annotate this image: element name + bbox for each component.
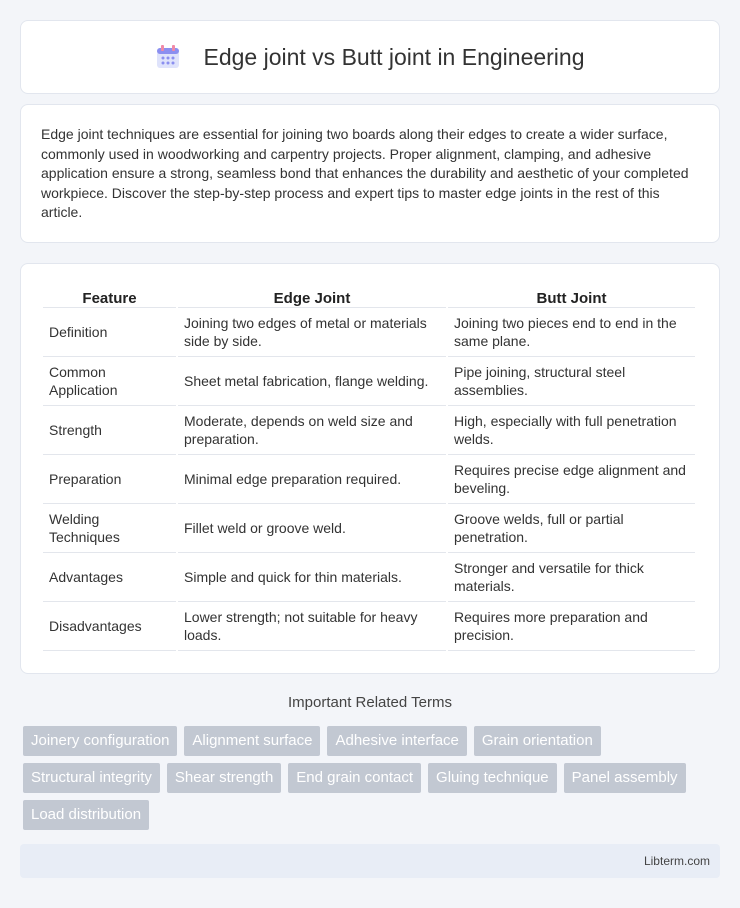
butt-joint-cell: Groove welds, full or partial penetration. — [448, 504, 695, 553]
butt-joint-cell: Stronger and versatile for thick materials. — [448, 553, 695, 602]
related-terms-heading: Important Related Terms — [288, 694, 452, 711]
related-term-tag[interactable]: Joinery configuration — [23, 726, 177, 756]
feature-cell: Welding Techniques — [43, 504, 176, 553]
column-header-feature: Feature — [43, 283, 176, 308]
related-terms-list — [23, 726, 723, 837]
butt-joint-cell: High, especially with full penetration welds. — [448, 406, 695, 455]
related-term-tag[interactable]: End grain contact — [288, 763, 421, 793]
edge-joint-cell: Moderate, depends on weld size and preparation. — [178, 406, 446, 455]
related-term-tag[interactable]: Shear strength — [167, 763, 281, 793]
related-term-tag[interactable]: Alignment surface — [184, 726, 320, 756]
related-term-tag[interactable]: Adhesive interface — [327, 726, 466, 756]
header-card — [20, 20, 720, 94]
comparison-card — [20, 263, 720, 674]
table-row — [43, 406, 695, 455]
calendar-icon — [155, 44, 181, 70]
edge-joint-cell: Sheet metal fabrication, flange welding. — [178, 357, 446, 406]
column-header-edge-joint: Edge Joint — [178, 283, 446, 308]
related-term-tag[interactable]: Load distribution — [23, 800, 149, 830]
related-term-tag[interactable]: Gluing technique — [428, 763, 557, 793]
butt-joint-cell: Requires more preparation and precision. — [448, 602, 695, 651]
table-row — [43, 504, 695, 553]
table-row — [43, 455, 695, 504]
feature-cell: Advantages — [43, 553, 176, 602]
feature-cell: Common Application — [43, 357, 176, 406]
related-term-tag[interactable]: Structural integrity — [23, 763, 160, 793]
footer-brand-link[interactable]: Libterm.com — [643, 854, 710, 868]
intro-card — [20, 104, 720, 243]
related-term-tag[interactable]: Grain orientation — [474, 726, 601, 756]
table-row — [43, 602, 695, 651]
table-row — [43, 357, 695, 406]
butt-joint-cell: Joining two pieces end to end in the same plane. — [448, 308, 695, 357]
edge-joint-cell: Fillet weld or groove weld. — [178, 504, 446, 553]
page-title: Edge joint vs Butt joint in Engineering — [203, 43, 585, 70]
related-term-tag[interactable]: Panel assembly — [564, 763, 686, 793]
feature-cell: Preparation — [43, 455, 176, 504]
comparison-table — [41, 283, 697, 651]
column-header-butt-joint: Butt Joint — [448, 283, 695, 308]
butt-joint-cell: Pipe joining, structural steel assemblies. — [448, 357, 695, 406]
table-row — [43, 308, 695, 357]
edge-joint-cell: Minimal edge preparation required. — [178, 455, 446, 504]
feature-cell: Disadvantages — [43, 602, 176, 651]
table-row — [43, 553, 695, 602]
edge-joint-cell: Lower strength; not suitable for heavy loads. — [178, 602, 446, 651]
table-header-row — [43, 283, 695, 308]
feature-cell: Definition — [43, 308, 176, 357]
edge-joint-cell: Simple and quick for thin materials. — [178, 553, 446, 602]
feature-cell: Strength — [43, 406, 176, 455]
footer — [20, 844, 720, 878]
intro-text: Edge joint techniques are essential for joining two boards along their edges to create a wider surface, commonly used in woodworking and carpentry projects. Proper alignment, clamping, and adhesive application ensure a strong, seamless bond that enhances the durability and aesthetic of your completed workpiece. Discover the step-by-step process and expert tips to master edge joints in the rest of this article. — [41, 126, 689, 220]
butt-joint-cell: Requires precise edge alignment and beveling. — [448, 455, 695, 504]
edge-joint-cell: Joining two edges of metal or materials side by side. — [178, 308, 446, 357]
